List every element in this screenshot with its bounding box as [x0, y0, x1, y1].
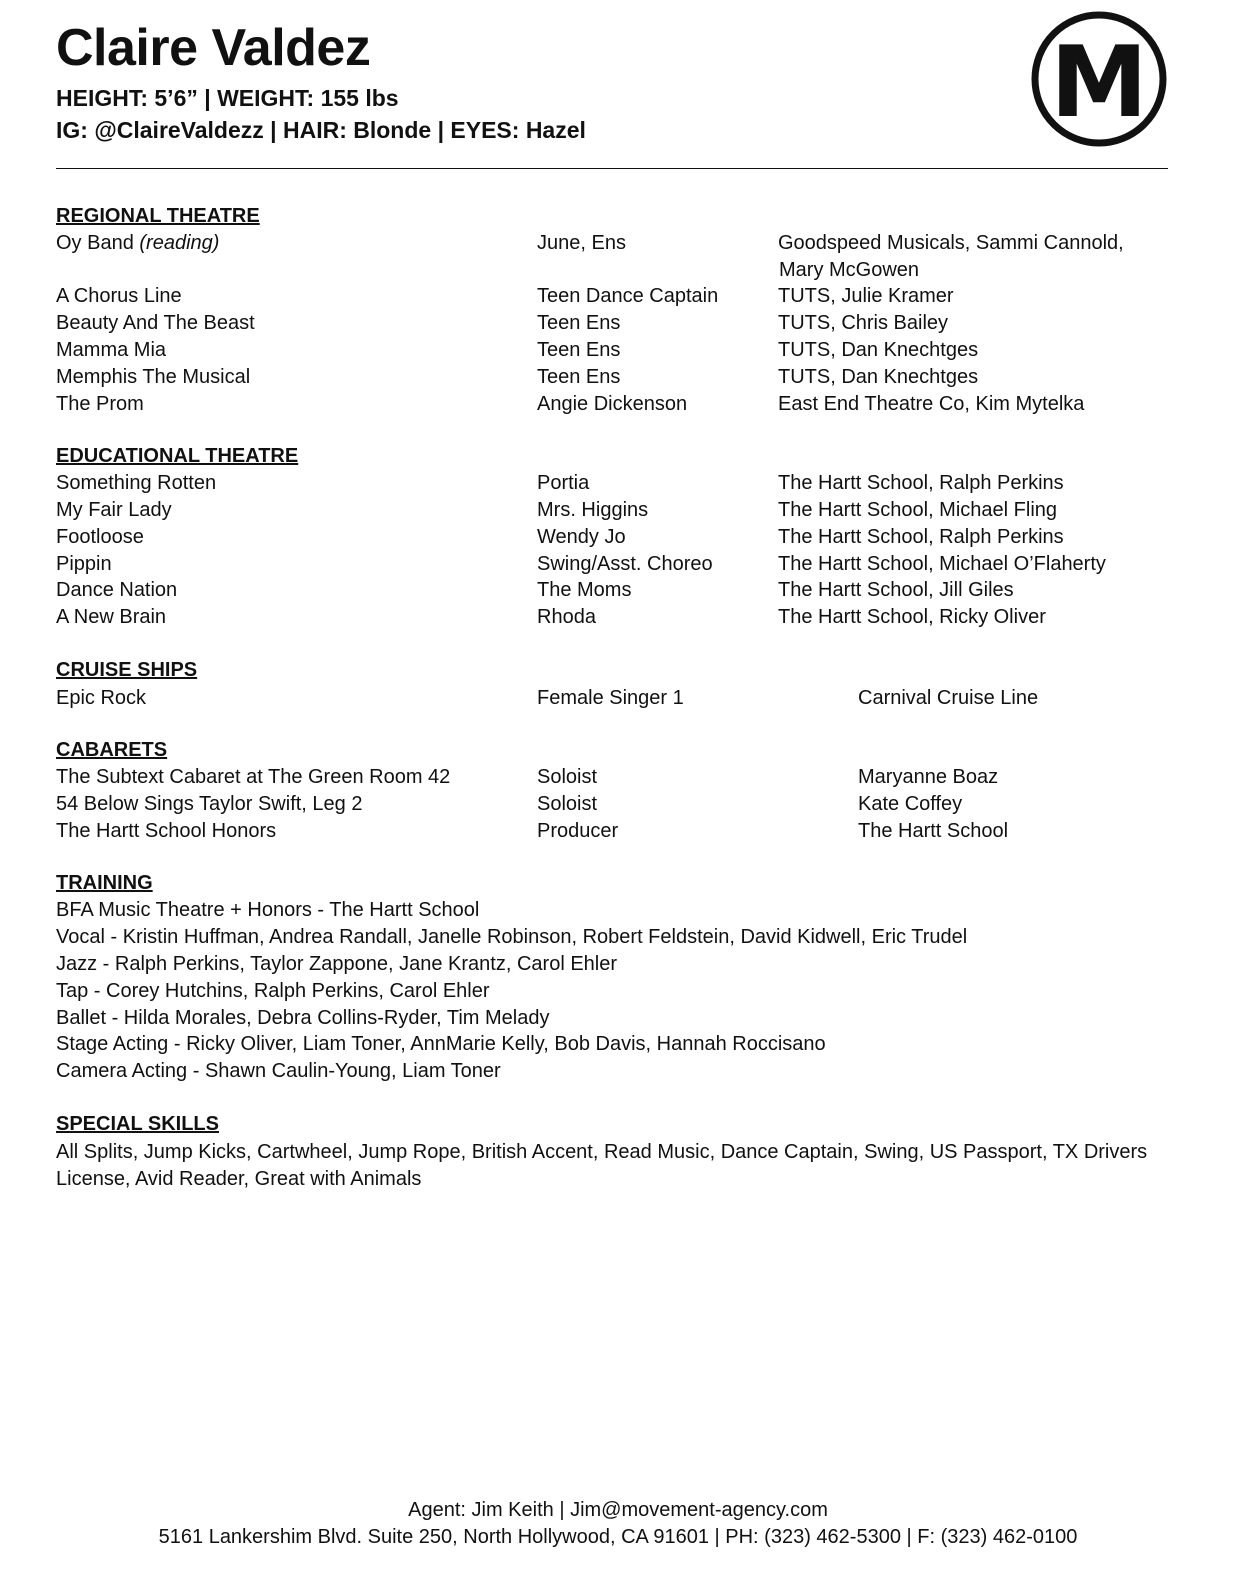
- credit-role: Teen Ens: [537, 339, 621, 361]
- credit-company: TUTS, Julie Kramer: [778, 285, 954, 307]
- credit-role: Portia: [537, 472, 590, 494]
- credit-company: East End Theatre Co, Kim Mytelka: [778, 393, 1085, 415]
- credit-show: Beauty And The Beast: [56, 312, 255, 334]
- section-title-cruise: CRUISE SHIPS: [56, 659, 198, 681]
- credit-company: TUTS, Dan Knechtges: [778, 366, 979, 388]
- credit-show: Mamma Mia: [56, 339, 167, 361]
- agency-logo-icon: [1028, 8, 1170, 150]
- training-line: Tap - Corey Hutchins, Ralph Perkins, Carol Ehler: [56, 980, 490, 1002]
- credit-company: Maryanne Boaz: [858, 766, 999, 788]
- credit-show: Footloose: [56, 526, 144, 548]
- credit-company: Kate Coffey: [858, 793, 963, 815]
- credit-company: The Hartt School, Ralph Perkins: [778, 526, 1064, 548]
- credit-role: Soloist: [537, 766, 598, 788]
- credit-company: The Hartt School, Ricky Oliver: [778, 606, 1046, 628]
- actor-name: Claire Valdez: [56, 19, 371, 77]
- credit-show: Pippin: [56, 553, 112, 575]
- credit-show: Something Rotten: [56, 472, 217, 494]
- credit-role: Rhoda: [537, 606, 596, 628]
- training-line: Vocal - Kristin Huffman, Andrea Randall, Janelle Robinson, Robert Feldstein, David Kidwell, Eric Trudel: [56, 926, 968, 948]
- credit-show: A New Brain: [56, 606, 167, 628]
- credit-role: Teen Ens: [537, 366, 621, 388]
- section-title-training: TRAINING: [56, 872, 153, 894]
- section-title-cabarets: CABARETS: [56, 739, 168, 761]
- credit-show: The Subtext Cabaret at The Green Room 42: [56, 766, 451, 788]
- training-line: BFA Music Theatre + Honors - The Hartt School: [56, 899, 480, 921]
- ig-hair-eyes: IG: @ClaireValdezz | HAIR: Blonde | EYES: Hazel: [56, 117, 586, 143]
- agency-address: 5161 Lankershim Blvd. Suite 250, North Hollywood, CA 91601 | PH: (323) 462-5300 | F: (323) 462-0100: [158, 1526, 1078, 1548]
- skills-line: License, Avid Reader, Great with Animals: [56, 1168, 422, 1190]
- credit-role: The Moms: [537, 579, 632, 601]
- credit-company: The Hartt School, Michael Fling: [778, 499, 1058, 521]
- training-line: Ballet - Hilda Morales, Debra Collins-Ryder, Tim Melady: [56, 1007, 550, 1029]
- credit-show: My Fair Lady: [56, 499, 172, 521]
- credit-show: Oy Band (reading): [56, 232, 220, 254]
- credit-role: Female Singer 1: [537, 687, 684, 709]
- agent-contact: Agent: Jim Keith | Jim@movement-agency.com: [408, 1499, 828, 1521]
- credit-role: Soloist: [537, 793, 598, 815]
- credit-company: TUTS, Chris Bailey: [778, 312, 949, 334]
- credit-company: Carnival Cruise Line: [858, 687, 1039, 709]
- credit-show: The Hartt School Honors: [56, 820, 277, 842]
- credit-role: Wendy Jo: [537, 526, 626, 548]
- credit-company: The Hartt School, Jill Giles: [778, 579, 1014, 601]
- credit-role: Mrs. Higgins: [537, 499, 649, 521]
- credit-show: Dance Nation: [56, 579, 178, 601]
- credit-company: TUTS, Dan Knechtges: [778, 339, 979, 361]
- credit-role: Teen Dance Captain: [537, 285, 719, 307]
- training-line: Camera Acting - Shawn Caulin-Young, Liam Toner: [56, 1060, 501, 1082]
- section-title-skills: SPECIAL SKILLS: [56, 1113, 219, 1135]
- skills-line: All Splits, Jump Kicks, Cartwheel, Jump Rope, British Accent, Read Music, Dance Captain, Swing, US Passport, TX Drivers: [56, 1141, 1148, 1163]
- credit-role: Angie Dickenson: [537, 393, 688, 415]
- credit-role: Teen Ens: [537, 312, 621, 334]
- credit-company: The Hartt School, Ralph Perkins: [778, 472, 1064, 494]
- credit-role: Producer: [537, 820, 619, 842]
- section-title-regional: REGIONAL THEATRE: [56, 205, 260, 227]
- credit-company-cont: Mary McGowen: [779, 259, 920, 281]
- credit-role: June, Ens: [537, 232, 626, 254]
- credit-company: The Hartt School, Michael O’Flaherty: [778, 553, 1106, 575]
- header-divider: [56, 168, 1168, 169]
- credit-company: The Hartt School: [858, 820, 1009, 842]
- svg-text:M: M: [1050, 26, 1148, 140]
- training-line: Jazz - Ralph Perkins, Taylor Zappone, Jane Krantz, Carol Ehler: [56, 953, 618, 975]
- height-weight: HEIGHT: 5’6” | WEIGHT: 155 lbs: [56, 85, 399, 111]
- credit-role: Swing/Asst. Choreo: [537, 553, 713, 575]
- credit-company: Goodspeed Musicals, Sammi Cannold,: [778, 232, 1124, 254]
- credit-show: 54 Below Sings Taylor Swift, Leg 2: [56, 793, 363, 815]
- section-title-educational: EDUCATIONAL THEATRE: [56, 445, 299, 467]
- training-line: Stage Acting - Ricky Oliver, Liam Toner, AnnMarie Kelly, Bob Davis, Hannah Roccisano: [56, 1033, 826, 1055]
- credit-show: Memphis The Musical: [56, 366, 251, 388]
- credit-show: The Prom: [56, 393, 144, 415]
- credit-show: A Chorus Line: [56, 285, 182, 307]
- credit-show: Epic Rock: [56, 687, 147, 709]
